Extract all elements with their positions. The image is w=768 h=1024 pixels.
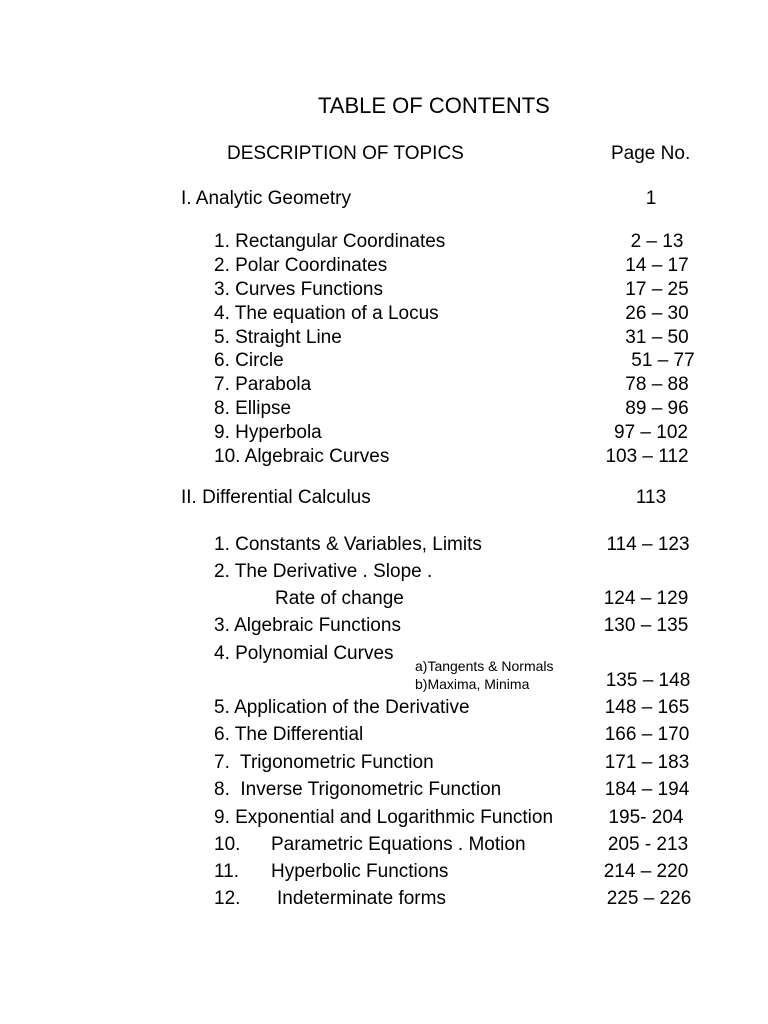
toc-entry-label: 1. Constants & Variables, Limits [214, 534, 482, 555]
toc-entry-label: 4. The equation of a Locus [214, 303, 439, 324]
toc-entry-label: 10. Algebraic Curves [214, 446, 390, 467]
toc-entry-label: 2. The Derivative . Slope . [214, 561, 433, 582]
toc-entry-pages: 31 – 50 [625, 327, 689, 348]
toc-entry-pages: 51 – 77 [631, 350, 695, 371]
section-page-analytic-geometry: 1 [645, 188, 657, 209]
toc-entry-pages: 114 – 123 [606, 534, 690, 555]
toc-entry-label: 4. Polynomial Curves [214, 643, 394, 664]
toc-entry-label: Hyperbolic Functions [271, 861, 449, 882]
toc-entry-pages: 184 – 194 [604, 779, 690, 800]
page-title: TABLE OF CONTENTS [318, 93, 550, 118]
toc-entry-pages: 103 – 112 [605, 446, 689, 467]
toc-entry-pages: 148 – 165 [604, 697, 690, 718]
toc-entry-label: 9. Hyperbola [214, 422, 322, 443]
toc-entry-number: 11. [214, 861, 240, 882]
toc-entry-number: 12. [214, 888, 241, 909]
toc-entry-label: 8. Ellipse [214, 398, 292, 419]
toc-entry-note: b)Maxima, Minima [415, 676, 530, 692]
toc-entry-label: 6. The Differential [214, 724, 364, 745]
toc-entry-pages: 171 – 183 [604, 752, 690, 773]
toc-entry-label: 9. Exponential and Logarithmic Function [214, 807, 554, 828]
toc-entry-label: 5. Straight Line [214, 327, 342, 348]
toc-entry-label: Indeterminate forms [277, 888, 446, 909]
toc-entry-pages: 78 – 88 [625, 374, 689, 395]
toc-entry-pages: 2 – 13 [630, 231, 684, 252]
toc-entry-pages: 89 – 96 [625, 398, 689, 419]
toc-entry-pages: 214 – 220 [603, 861, 689, 882]
toc-entry-pages: 14 – 17 [625, 255, 689, 276]
toc-entry-label: 3. Curves Functions [214, 279, 383, 300]
toc-entry-label: 2. Polar Coordinates [214, 255, 388, 276]
toc-entry-label: 7. Parabola [214, 374, 312, 395]
section-heading-analytic-geometry: I. Analytic Geometry [181, 188, 352, 209]
toc-entry-pages: 97 – 102 [614, 422, 688, 443]
toc-entry-label: 5. Application of the Derivative [214, 697, 470, 718]
toc-entry-label: 3. Algebraic Functions [214, 615, 401, 636]
toc-entry-pages: 130 – 135 [603, 615, 689, 636]
toc-entry-note: a)Tangents & Normals [415, 658, 554, 674]
section-page-differential-calculus: 113 [635, 487, 667, 508]
toc-entry-pages: 17 – 25 [625, 279, 689, 300]
toc-entry-number: 10. [214, 834, 241, 855]
column-header-page-no: Page No. [611, 143, 691, 164]
column-header-description: DESCRIPTION OF TOPICS [227, 143, 464, 164]
toc-entry-pages: 166 – 170 [604, 724, 690, 745]
toc-entry-pages: 124 – 129 [603, 588, 689, 609]
toc-entry-pages: 225 – 226 [606, 888, 692, 909]
toc-entry-label: 8. Inverse Trigonometric Function [214, 779, 502, 800]
toc-entry-label: 7. Trigonometric Function [214, 752, 434, 773]
toc-entry-pages: 205 - 213 [607, 834, 689, 855]
toc-entry-label: Parametric Equations . Motion [271, 834, 526, 855]
toc-entry-pages: 26 – 30 [625, 303, 689, 324]
toc-entry-pages: 135 – 148 [605, 670, 691, 691]
toc-entry-sublabel: Rate of change [275, 588, 404, 609]
toc-entry-label: 6. Circle [214, 350, 284, 371]
toc-entry-label: 1. Rectangular Coordinates [214, 231, 446, 252]
toc-entry-pages: 195- 204 [608, 807, 684, 828]
section-heading-differential-calculus: II. Differential Calculus [181, 487, 371, 508]
